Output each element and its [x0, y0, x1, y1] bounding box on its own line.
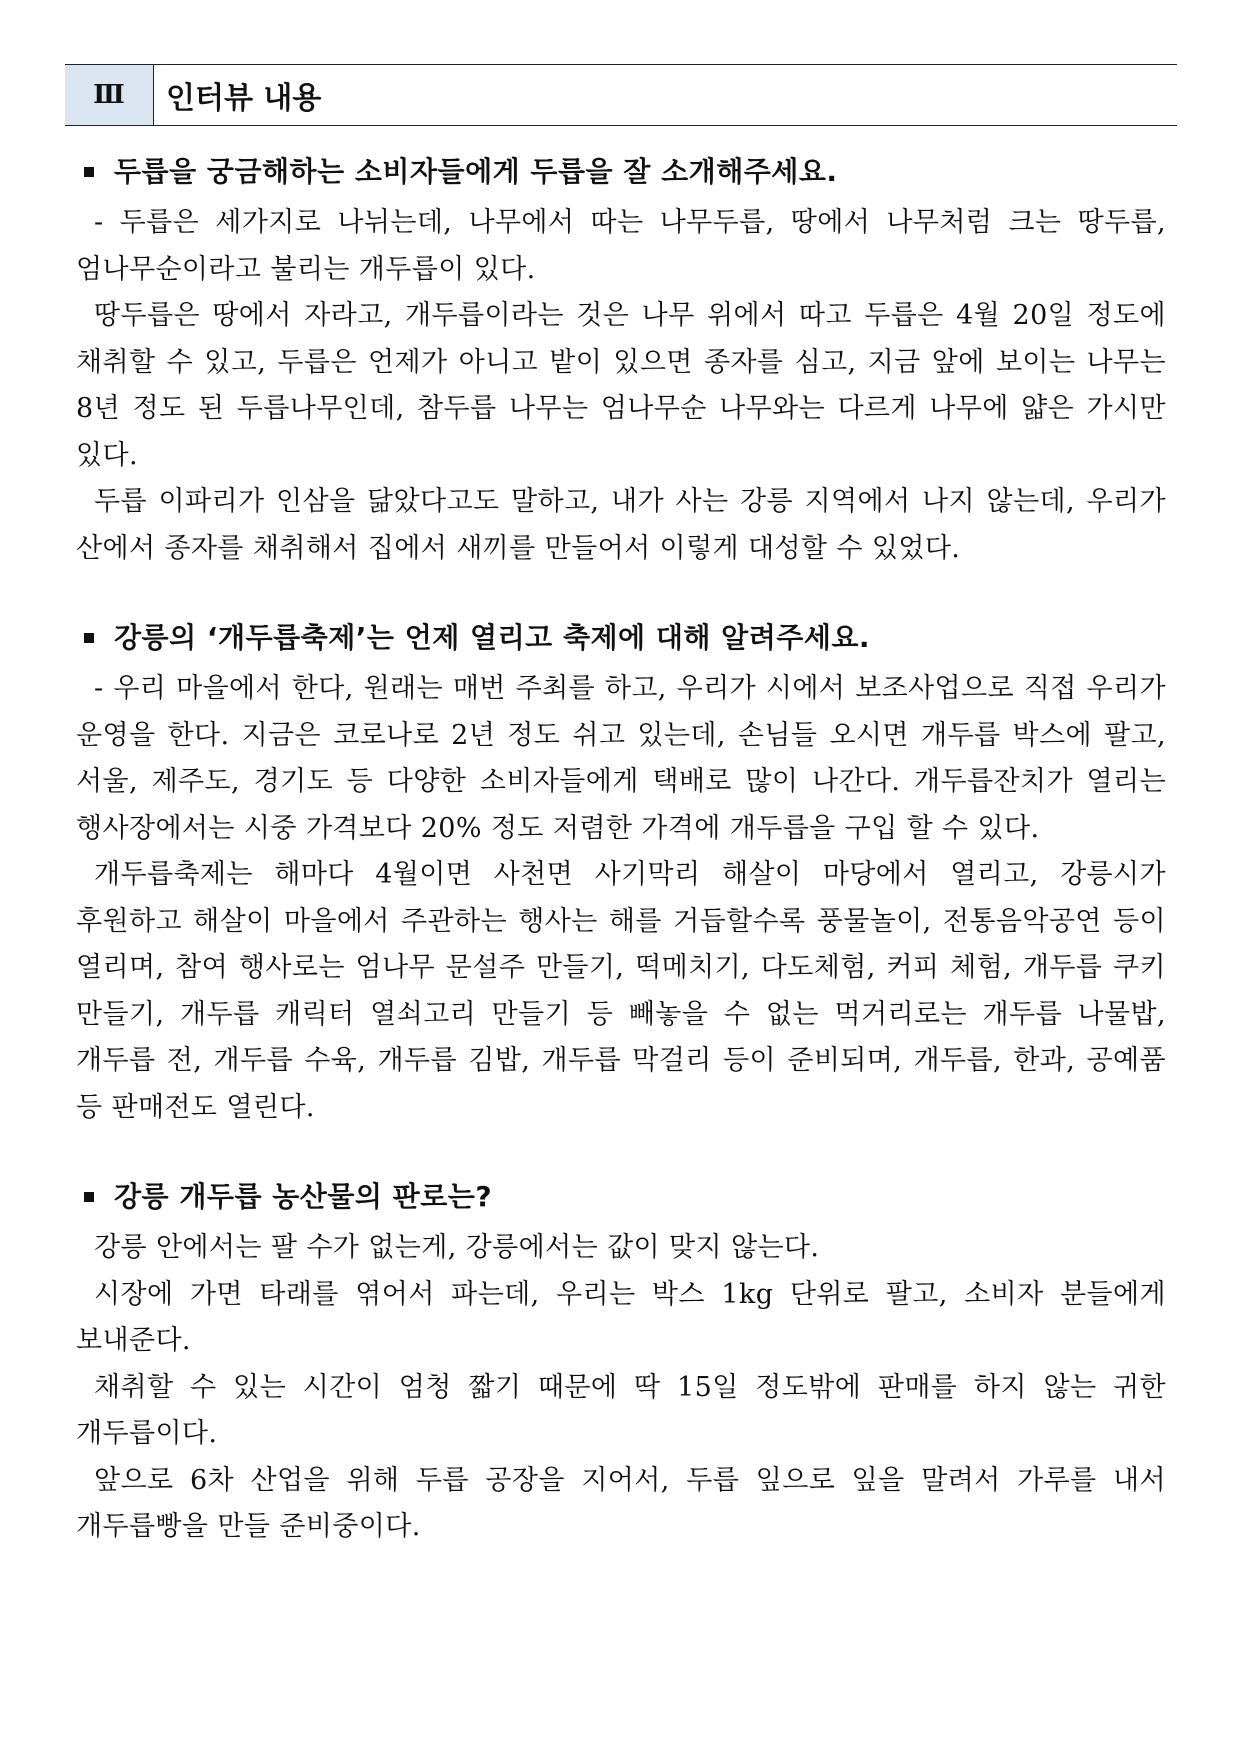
interview-content — [76, 150, 1166, 1595]
answer-paragraph: 땅두릅은 땅에서 자라고, 개두릅이라는 것은 나무 위에서 따고 두릅은 4월 20일 정도에 채취할 수 있고, 두릅은 언제가 아니고 밭이 있으면 종자를 심고, 지금 앞에 보이는 나무는 8년 정도 된 두릅나무인데, 참두릅 나무는 엄나무순 나무와는 다르게 나무에 얇은 가시만 있다. — [76, 300, 1166, 471]
square-bullet-icon — [84, 633, 94, 643]
answer-paragraph: - 두릅은 세가지로 나뉘는데, 나무에서 따는 나무두릅, 땅에서 나무처럼 크는 땅두릅, 엄나무순이라고 불리는 개두릅이 있다. — [76, 207, 1166, 285]
question-3 — [76, 1175, 1166, 1219]
answer-paragraph: 개두릅축제는 해마다 4월이면 사천면 사기막리 해살이 마당에서 열리고, 강릉시가 후원하고 해살이 마을에서 주관하는 행사는 해를 거듭할수록 풍물놀이, 전통음악공연 등이 열리며, 참여 행사로는 엄나무 문설주 만들기, 떡메치기, 다도체험, 커피 체험, 개두릅 쿠키 만들기, 개두릅 캐릭터 열쇠고리 만들기 등 빼놓을 수 없는 먹거리로는 개두릅 나물밥, 개두릅 전, 개두릅 수육, 개두릅 김밥, 개두릅 막걸리 등이 준비되며, 개두릅, 한과, 공예품 등 판매전도 열린다. — [76, 859, 1166, 1123]
question-text: 강릉 개두릅 농산물의 판로는? — [114, 1180, 493, 1213]
answer-paragraph: 시장에 가면 타래를 엮어서 파는데, 우리는 박스 1kg 단위로 팔고, 소비자 분들에게 보내준다. — [76, 1278, 1166, 1356]
answer-paragraph: 채취할 수 있는 시간이 엄청 짧기 때문에 딱 15일 정도밖에 판매를 하지 않는 귀한 개두릅이다. — [76, 1371, 1166, 1449]
answer-paragraph: 강릉 안에서는 팔 수가 없는게, 강릉에서는 값이 맞지 않는다. — [94, 1232, 820, 1263]
answer-paragraph: - 우리 마을에서 한다, 원래는 매번 주최를 하고, 우리가 시에서 보조사업으로 직접 우리가 운영을 한다. 지금은 코로나로 2년 정도 쉬고 있는데, 손님들 오시면 개두릅 박스에 팔고, 서울, 제주도, 경기도 등 다양한 소비자들에게 택배로 많이 나간다. 개두릅잔치가 열리는 행사장에서는 시중 가격보다 20% 정도 저렴한 가격에 개두릅을 구입 할 수 있다. — [76, 673, 1166, 844]
question-text: 강릉의 ‘개두릅축제’는 언제 열리고 축제에 대해 알려주세요. — [114, 621, 871, 654]
section-number: Ⅲ — [65, 65, 154, 125]
section-header — [65, 64, 1177, 126]
qa-section-1 — [76, 150, 1166, 572]
question-2 — [76, 616, 1166, 660]
answer-paragraph: 앞으로 6차 산업을 위해 두릅 공장을 지어서, 두릅 잎으로 잎을 말려서 가루를 내서 개두릅빵을 만들 준비중이다. — [76, 1464, 1166, 1542]
section-title: 인터뷰 내용 — [166, 81, 322, 116]
question-1 — [76, 150, 1166, 194]
square-bullet-icon — [84, 167, 94, 177]
qa-section-3 — [76, 1175, 1166, 1551]
qa-section-2 — [76, 616, 1166, 1131]
answer-paragraph: 두릅 이파리가 인삼을 닮았다고도 말하고, 내가 사는 강릉 지역에서 나지 않는데, 우리가 산에서 종자를 채취해서 집에서 새끼를 만들어서 이렇게 대성할 수 있었다. — [76, 486, 1166, 564]
question-text: 두릅을 궁금해하는 소비자들에게 두릅을 잘 소개해주세요. — [114, 155, 838, 188]
square-bullet-icon — [84, 1192, 94, 1202]
